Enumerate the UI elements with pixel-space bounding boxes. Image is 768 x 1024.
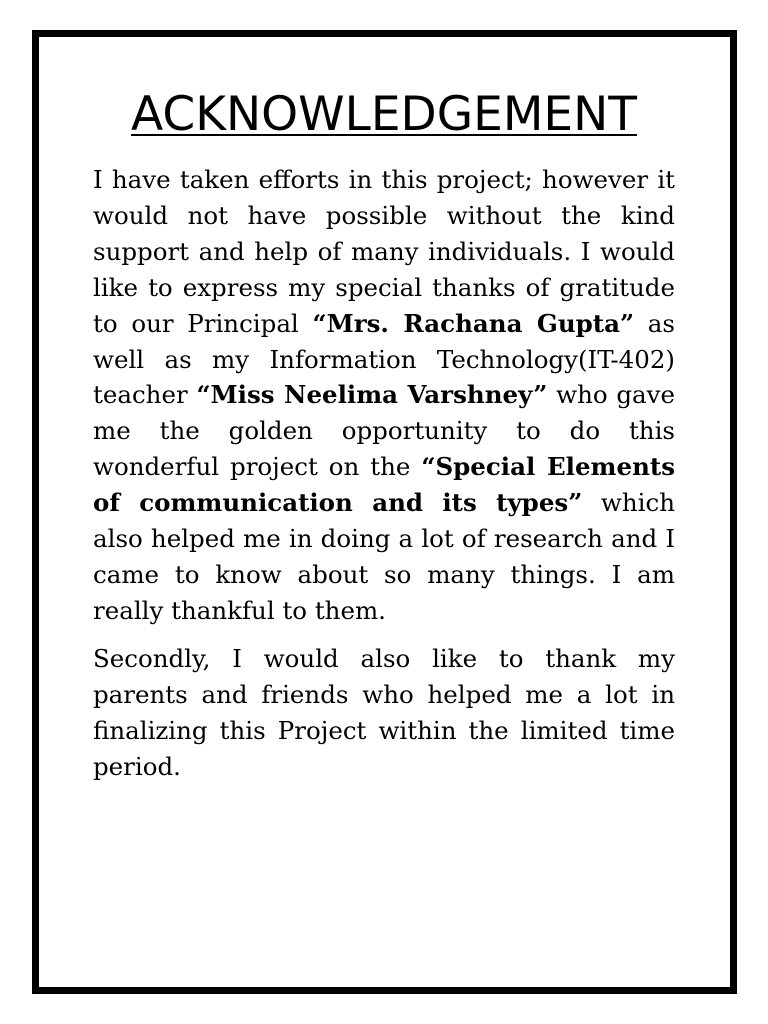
teacher-name: “Miss Neelima Varshney” — [196, 380, 548, 410]
page-title — [0, 86, 768, 144]
paragraph-1-teacher-intro: as well as my Information Technology(IT-402) teacher — [93, 308, 675, 410]
page-title-text: ACKNOWLEDGEMENT — [131, 87, 637, 142]
acknowledgement-body — [93, 162, 675, 784]
principal-name: “Mrs. Rachana Gupta” — [312, 308, 635, 338]
paragraph-1-conclusion: which also helped me in doing a lot of research and I came to know about so many things. I am really thankful to them. — [93, 488, 675, 625]
paragraph-gratitude — [93, 162, 675, 629]
paragraph-1-project-intro: who gave me the golden opportunity to do this wonderful project on the — [93, 380, 675, 482]
project-title: “Special Elements of communication and its types” — [93, 452, 675, 518]
paragraph-1-intro: I have taken efforts in this project; however it would not have possible without the kind support and help of many individuals. I would like to express my special thanks of gratitude to our Principal — [93, 165, 675, 338]
paragraph-parents-friends: Secondly, I would also like to thank my parents and friends who helped me a lot in finalizing this Project within the limited time period. — [93, 643, 675, 781]
